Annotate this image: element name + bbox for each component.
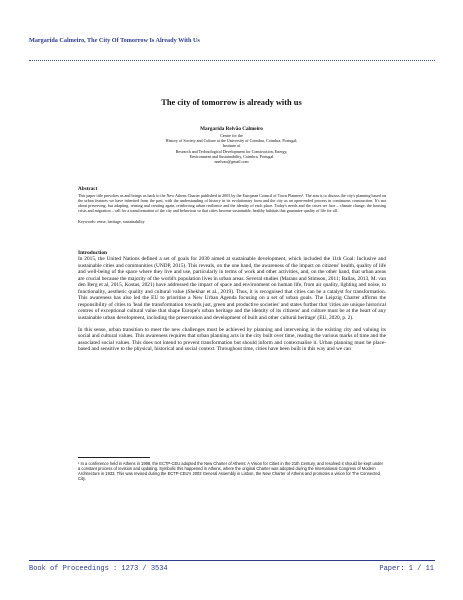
header-rule	[29, 60, 435, 61]
footer-rule	[29, 560, 435, 561]
introduction-heading: Introduction	[78, 250, 108, 256]
affiliation-line: Centre for the	[220, 133, 243, 138]
affiliation-line: Institute of	[222, 143, 241, 149]
introduction-section	[78, 250, 386, 359]
author-email: nnelvao@gmail.com	[214, 159, 249, 165]
paper-title: The city of tomorrow is already with us	[161, 98, 302, 107]
affiliation-line: History of Society and Culture at the University of Coimbra, Coimbra, Portugal;	[165, 138, 298, 144]
footnote-rule	[78, 457, 150, 458]
author-name: Margarida Relvão Calmeiro	[200, 126, 263, 132]
body-paragraph: In 2015, the United Nations defined a set of goals for 2030 aimed at sustainable development, which included the 11th Goal: Inclusive and sustainable cities and communities (UNDP, 2015). This reveals, on the one hand, the awareness of the impact on citizens' health, quality of life and well-being of the space where they live and use, particularly in terms of work and other activities, and, on the other hand, that urban areas are crucial because the majority of the world's population lives in urban areas. Several studies (Marans and Stimson, 2011; Ballas, 2013, M. van den Berg et al, 2015, Kostas, 2021) have addressed the impact of space and environment on human life, from air quality, lighting and noise, to functionality, aesthetic quality and cultural value (Shekhar et al., 2019). Thus, it is recognised that cities can be a catalyst for transformation. This awareness has also led the EU to prioritise a New Urban Agenda focusing on a set of urban goals. The Leipzig Charter affirms the responsibility of cities to 'lead the transformation towards just, green and productive societies' and states further that 'cities are unique historical centres of exceptional cultural value that shape Europe's urban heritage and the identity of its citizens' and culture must be at the heart of any sustainable urban development, including the preservation and development of built and other cultural heritage' (EU, 2020, p. 2).	[78, 256, 386, 321]
body-paragraph: In this sense, urban transition to meet the new challenges must be achieved by planning and intervening in the existing city and valuing its social and cultural values. This awareness requires that urban planning acts in the city built over time, reading the various marks of time and the associated social values. This does not intend to prevent transformation but should inform and contextualise it. Urban planning must be place-based and sensitive to the physical, historical and social context. Throughout time, cities have been built in this way and we can	[78, 326, 386, 353]
abstract-section	[78, 186, 386, 225]
running-header: Margarida Calmeiro, The City Of Tomorrow Is Already With Us	[29, 37, 200, 44]
footer-proceedings-page: Book of Proceedings : 1273 / 3534	[29, 565, 168, 573]
abstract-text: This paper title provokes us and brings us back to the New Athens Charter published in 2003 by the European Council of Town Planners¹. The aim is to discuss the city's planning based on the urban features we have inherited from the past, with the understanding of history in its evolutionary form and the city as an open-ended process in continuous construction. It's not about preserving, but adapting, reusing and creating again, reinforcing urban resilience and the identity of each place. Today's needs and the crises we face – climate change, the housing crisis and migration – call for a transformation of the city and behaviour so that cities become sustainable, healthy habitats that guarantee quality of life for all.	[78, 192, 386, 214]
author-block	[29, 126, 434, 164]
footer-paper-page: Paper: 1 / 11	[379, 565, 434, 573]
affiliation-line: Environment and Sustainability, Coimbra, Portugal	[189, 153, 274, 159]
footnote: ¹ In a conference held in Athens in 1998, the ECTP-CEU adopted the New Charter of Athens: A Vision for Cities in the 21th Century, and resolved it should be kept under a constant process of revision and updating. Symbolic this happened in Athens, where the original Charter was adopted during the International Congress of Modern Architecture in 1933. This was revised during the ECTP-CEU's 2003 General Assembly in Lisbon, the New Charter of Athens and promotes a vision for The Connected City.	[78, 461, 384, 481]
keywords: Keywords: reuse, heritage, sustainability	[78, 219, 145, 225]
abstract-heading: Abstract	[78, 186, 98, 192]
affiliation-line: Research and Technological Development for Construction, Energy,	[175, 148, 288, 154]
